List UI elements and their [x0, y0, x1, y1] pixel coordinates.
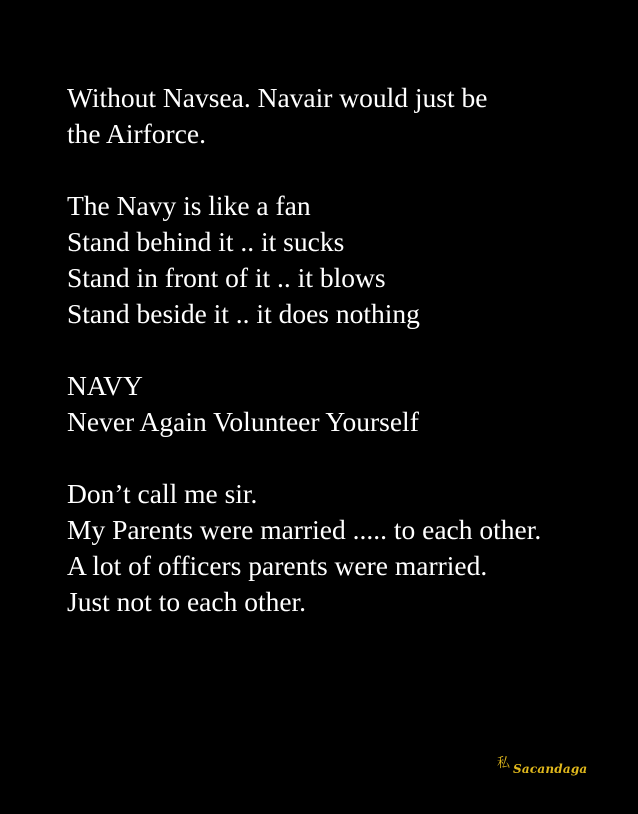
stanza-line: Stand in front of it .. it blows — [67, 262, 386, 293]
stanza-gap — [67, 332, 627, 368]
stanza-line: A lot of officers parents were married. — [67, 550, 488, 581]
stanza-gap — [67, 152, 627, 188]
stanza-line: Never Again Volunteer Yourself — [67, 406, 419, 437]
stanza-line: the Airforce. — [67, 118, 206, 149]
signature — [497, 752, 587, 776]
poem-text — [67, 80, 627, 620]
stanza-1 — [67, 80, 627, 152]
stanza-line: My Parents were married ..... to each other. — [67, 514, 542, 545]
stanza-line: NAVY — [67, 370, 143, 401]
signature-name: Sacandaga — [513, 762, 588, 776]
stanza-line: Just not to each other. — [67, 586, 307, 617]
stanza-line: Stand behind it .. it sucks — [67, 226, 345, 257]
stanza-line: Stand beside it .. it does nothing — [67, 298, 420, 329]
stanza-line: Don’t call me sir. — [67, 478, 258, 509]
stanza-line: Without Navsea. Navair would just be — [67, 82, 488, 113]
stanza-line: The Navy is like a fan — [67, 190, 311, 221]
stanza-4 — [67, 476, 627, 620]
stanza-2 — [67, 188, 627, 332]
stanza-gap — [67, 440, 627, 476]
stanza-3 — [67, 368, 627, 440]
signature-mark: 私 — [497, 756, 511, 771]
